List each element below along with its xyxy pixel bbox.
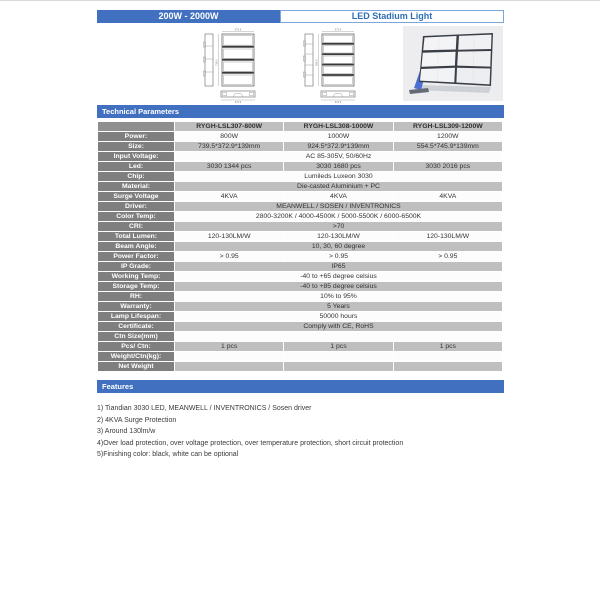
feature-line: 5)Finishing color: black, white can be optional (97, 451, 239, 458)
row-value: 1 pcs (284, 342, 392, 351)
features-list (97, 403, 504, 461)
table-row (98, 132, 502, 141)
row-value-merged: AC 85-305V, 50/60Hz (175, 152, 502, 161)
table-row (98, 362, 502, 371)
row-label: Working Temp: (98, 272, 174, 281)
table-row (98, 302, 502, 311)
row-value-merged: Die-casted Aluminium + PC (175, 182, 502, 191)
table-row (98, 172, 502, 181)
row-value (284, 352, 392, 361)
row-value: > 0.95 (394, 252, 502, 261)
row-value-merged: Lumileds Luxeon 3030 (175, 172, 502, 181)
table-row (98, 282, 502, 291)
table-row (98, 342, 502, 351)
line-drawing-800w (202, 28, 260, 104)
row-label: RH: (98, 292, 174, 301)
row-value: 4KVA (394, 192, 502, 201)
wattage-range-banner: 200W - 2000W (97, 10, 280, 23)
row-label: Ctn Size(mm) (98, 332, 174, 341)
row-label: Led: (98, 162, 174, 171)
row-value-merged: >70 (175, 222, 502, 231)
row-label: Lamp Lifespan: (98, 312, 174, 321)
row-value: 1200W (394, 132, 502, 141)
feature-line: 2) 4KVA Surge Protection (97, 416, 177, 424)
row-label: Warranty: (98, 302, 174, 311)
tech-table-body (98, 122, 502, 371)
table-row (98, 152, 502, 161)
row-value: 4KVA (284, 192, 392, 201)
table-row (98, 212, 502, 221)
table-row (98, 142, 502, 151)
page-header (97, 10, 504, 23)
row-value: 3030 1680 pcs (284, 162, 392, 171)
table-row (98, 182, 502, 191)
model-column-header: RYGH-LSL309-1200W (394, 122, 502, 131)
row-value-merged: IP65 (175, 262, 502, 271)
row-label: Size: (98, 142, 174, 151)
table-row (98, 252, 502, 261)
row-value-merged: 2800-3200K / 4000-4500K / 5000-5500K / 6000-6500K (175, 212, 502, 221)
row-value: > 0.95 (175, 252, 283, 261)
row-value: 120-130LM/W (175, 232, 283, 241)
feature-line: 4)Over load protection, over voltage protection, over temperature protection, short circuit protection (97, 439, 404, 447)
row-value-merged: 50000 hours (175, 312, 502, 321)
dim-bottom-label: 372.9 (334, 101, 342, 104)
row-value-merged: -40 to +85 degree celsius (175, 282, 502, 291)
row-value (394, 332, 502, 341)
product-photo (403, 26, 503, 101)
row-value-merged: -40 to +65 degree celsius (175, 272, 502, 281)
row-value (175, 332, 283, 341)
product-spec-page (0, 1, 600, 600)
row-value: 554.5*745.9*139mm (394, 142, 502, 151)
row-label: IP Grade: (98, 262, 174, 271)
row-label: Storage Temp: (98, 282, 174, 291)
features-header: Features (97, 380, 504, 393)
row-value (394, 362, 502, 371)
row-value (284, 332, 392, 341)
row-value-merged: 10% to 95% (175, 292, 502, 301)
row-label: Chip: (98, 172, 174, 181)
model-column-header: RYGH-LSL307-800W (175, 122, 283, 131)
row-label: Weight/Ctn(kg): (98, 352, 174, 361)
row-label: Color Temp: (98, 212, 174, 221)
row-label: Material: (98, 182, 174, 191)
row-value: 924.5*372.9*139mm (284, 142, 392, 151)
row-value: 1 pcs (175, 342, 283, 351)
row-value (284, 362, 392, 371)
table-row (98, 312, 502, 321)
row-label: Certificate: (98, 322, 174, 331)
row-label: Total Lumen: (98, 232, 174, 241)
table-header-row (98, 122, 502, 131)
row-value: 3030 2016 pcs (394, 162, 502, 171)
row-value: 120-130LM/W (284, 232, 392, 241)
row-value (175, 362, 283, 371)
dim-bottom-label: 372.9 (234, 101, 242, 104)
row-value-merged: 10, 30, 60 degree (175, 242, 502, 251)
dim-width-label: 372.9 (334, 28, 342, 32)
row-value: 4KVA (175, 192, 283, 201)
table-row (98, 242, 502, 251)
row-value-merged: Comply with CE, RoHS (175, 322, 502, 331)
row-value: 3030 1344 pcs (175, 162, 283, 171)
table-row (98, 292, 502, 301)
row-value-merged: MEANWELL / SOSEN / INVENTRONICS (175, 202, 502, 211)
line-drawing-1000w (302, 28, 360, 104)
row-label: CRI: (98, 222, 174, 231)
dim-width-label: 372.9 (234, 28, 242, 32)
row-value (394, 352, 502, 361)
table-row (98, 272, 502, 281)
table-corner-cell (98, 122, 174, 131)
row-label: Power: (98, 132, 174, 141)
row-label: Power Factor: (98, 252, 174, 261)
table-row (98, 262, 502, 271)
dim-height-label: 924.5 (315, 59, 319, 66)
row-label: Driver: (98, 202, 174, 211)
technical-parameters-table (97, 121, 503, 372)
table-row (98, 352, 502, 361)
row-value: 1 pcs (394, 342, 502, 351)
row-label: Input Voltage: (98, 152, 174, 161)
product-images-row (97, 23, 504, 105)
row-value: > 0.95 (284, 252, 392, 261)
row-label: Surge Voltage (98, 192, 174, 201)
dim-height-label: 739.5 (215, 59, 219, 66)
row-value-merged: 5 Years (175, 302, 502, 311)
row-value (175, 352, 283, 361)
feature-line: 3) Around 130lm/w (97, 428, 156, 435)
technical-parameters-header: Technical Parameters (97, 105, 504, 118)
table-row (98, 162, 502, 171)
feature-line: 1) Tiandian 3030 LED, MEANWELL / INVENTRONICS / Sosen driver (97, 405, 312, 412)
table-row (98, 192, 502, 201)
row-value: 120-130LM/W (394, 232, 502, 241)
table-row (98, 332, 502, 341)
table-row (98, 322, 502, 331)
row-label: Beam Angle: (98, 242, 174, 251)
row-label: Net Weight (98, 362, 174, 371)
model-column-header: RYGH-LSL308-1000W (284, 122, 392, 131)
table-row (98, 202, 502, 211)
product-title-banner: LED Stadium Light (280, 10, 504, 23)
table-row (98, 222, 502, 231)
row-value: 739.5*372.9*139mm (175, 142, 283, 151)
row-label: Pcs/ Ctn: (98, 342, 174, 351)
row-value: 1000W (284, 132, 392, 141)
table-row (98, 232, 502, 241)
row-value: 800W (175, 132, 283, 141)
